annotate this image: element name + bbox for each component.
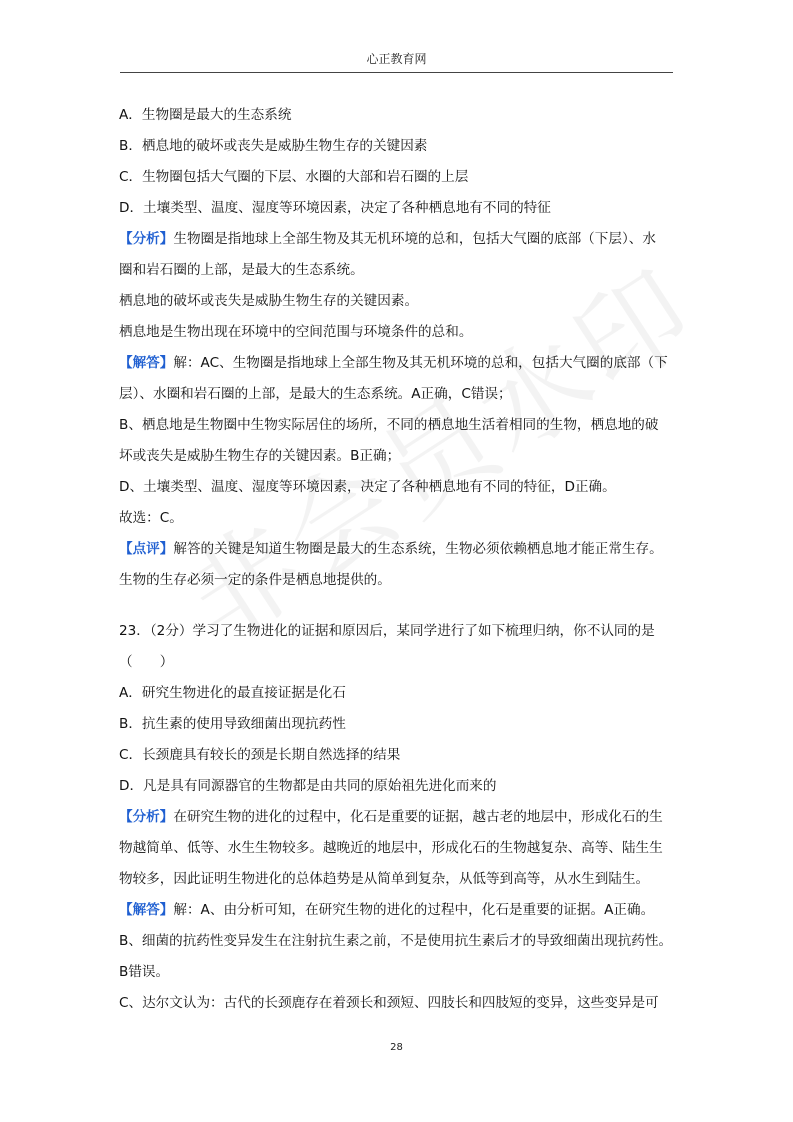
line-text: 生物圈是指地球上全部生物及其无机环境的总和，包括大气圈的底部（下层）、水 (173, 231, 656, 247)
line-text: B．抗生素的使用导致细菌出现抗药性 (119, 716, 346, 732)
text-line (119, 503, 675, 534)
line-text: 栖息地的破坏或丧失是威胁生物生存的关键因素。 (119, 293, 419, 309)
text-line (119, 100, 675, 131)
line-text: A．研究生物进化的最直接证据是化石 (119, 685, 346, 701)
text-line (119, 379, 675, 410)
line-text: 物越简单、低等、水生生物较多。越晚近的地层中，形成化石的生物越复杂、高等、陆生生 (119, 840, 663, 856)
text-line (119, 864, 675, 895)
text-line (119, 988, 675, 1019)
text-line (119, 441, 675, 472)
section-tag: 【分析】 (119, 809, 174, 825)
text-line (119, 131, 675, 162)
page-number: 28 (390, 1042, 403, 1053)
text-line (119, 286, 675, 317)
text-line (119, 926, 675, 957)
page-header: 心正教育网 (366, 52, 427, 66)
line-text: 解：A、由分析可知，在研究生物的进化的过程中，化石是重要的证据。A正确。 (173, 902, 655, 918)
paragraph-gap (119, 596, 675, 616)
text-line (119, 193, 675, 224)
section-tag: 【解答】 (119, 355, 174, 371)
section-tag: 【解答】 (119, 902, 174, 918)
line-text: 在研究生物的进化的过程中，化石是重要的证据，越古老的地层中，形成化石的生 (173, 809, 663, 825)
line-text: B错误。 (119, 964, 170, 980)
line-text: （ ） (119, 654, 174, 670)
line-text: C、达尔文认为：古代的长颈鹿存在着颈长和颈短、四肢长和四肢短的变异，这些变异是可 (119, 995, 659, 1011)
text-line (119, 647, 675, 678)
text-line (119, 616, 675, 647)
text-line (119, 534, 675, 565)
line-text: 栖息地是生物出现在环境中的空间范围与环境条件的总和。 (119, 324, 473, 340)
line-text: 层）、水圈和岩石圈的上部，是最大的生态系统。A正确，C错误； (119, 386, 512, 402)
text-line (119, 833, 675, 864)
line-text: B．栖息地的破坏或丧失是威胁生物生存的关键因素 (119, 138, 428, 154)
text-line (119, 255, 675, 286)
line-text: 解答的关键是知道生物圈是最大的生态系统，生物必须依赖栖息地才能正常生存。 (173, 541, 663, 557)
line-text: 故选：C。 (119, 510, 183, 526)
text-line (119, 472, 675, 503)
text-line (119, 895, 675, 926)
line-text: 坏或丧失是威胁生物生存的关键因素。B正确； (119, 448, 401, 464)
text-line (119, 802, 675, 833)
line-text: D、土壤类型、温度、湿度等环境因素，决定了各种栖息地有不同的特征，D正确。 (119, 479, 616, 495)
document-body (119, 100, 675, 1019)
line-text: D．土壤类型、温度、湿度等环境因素，决定了各种栖息地有不同的特征 (119, 200, 551, 216)
text-line (119, 348, 675, 379)
text-line (119, 771, 675, 802)
header-divider (120, 72, 673, 73)
line-text: C．长颈鹿具有较长的颈是长期自然选择的结果 (119, 747, 401, 763)
line-text: 生物的生存必须一定的条件是栖息地提供的。 (119, 572, 391, 588)
section-tag: 【点评】 (119, 541, 174, 557)
section-tag: 【分析】 (119, 231, 174, 247)
line-text: C．生物圈包括大气圈的下层、水圈的大部和岩石圈的上层 (119, 169, 469, 185)
line-text: B、栖息地是生物圈中生物实际居住的场所，不同的栖息地生活着相同的生物，栖息地的破 (119, 417, 659, 433)
line-text: 解：AC、生物圈是指地球上全部生物及其无机环境的总和，包括大气圈的底部（下 (173, 355, 668, 371)
line-text: 圈和岩石圈的上部，是最大的生态系统。 (119, 262, 364, 278)
text-line (119, 162, 675, 193)
text-line (119, 740, 675, 771)
line-text: B、细菌的抗药性变异发生在注射抗生素之前，不是使用抗生素后才的导致细菌出现抗药性。 (119, 933, 673, 949)
text-line (119, 709, 675, 740)
text-line (119, 678, 675, 709)
text-line (119, 317, 675, 348)
text-line (119, 224, 675, 255)
line-text: A．生物圈是最大的生态系统 (119, 107, 292, 123)
text-line (119, 565, 675, 596)
line-text: 物较多，因此证明生物进化的总体趋势是从简单到复杂，从低等到高等，从水生到陆生。 (119, 871, 650, 887)
line-text: 23．（2分）学习了生物进化的证据和原因后，某同学进行了如下梳理归纳，你不认同的是 (119, 623, 655, 639)
text-line (119, 410, 675, 441)
line-text: D．凡是具有同源器官的生物都是由共同的原始祖先进化而来的 (119, 778, 497, 794)
text-line (119, 957, 675, 988)
